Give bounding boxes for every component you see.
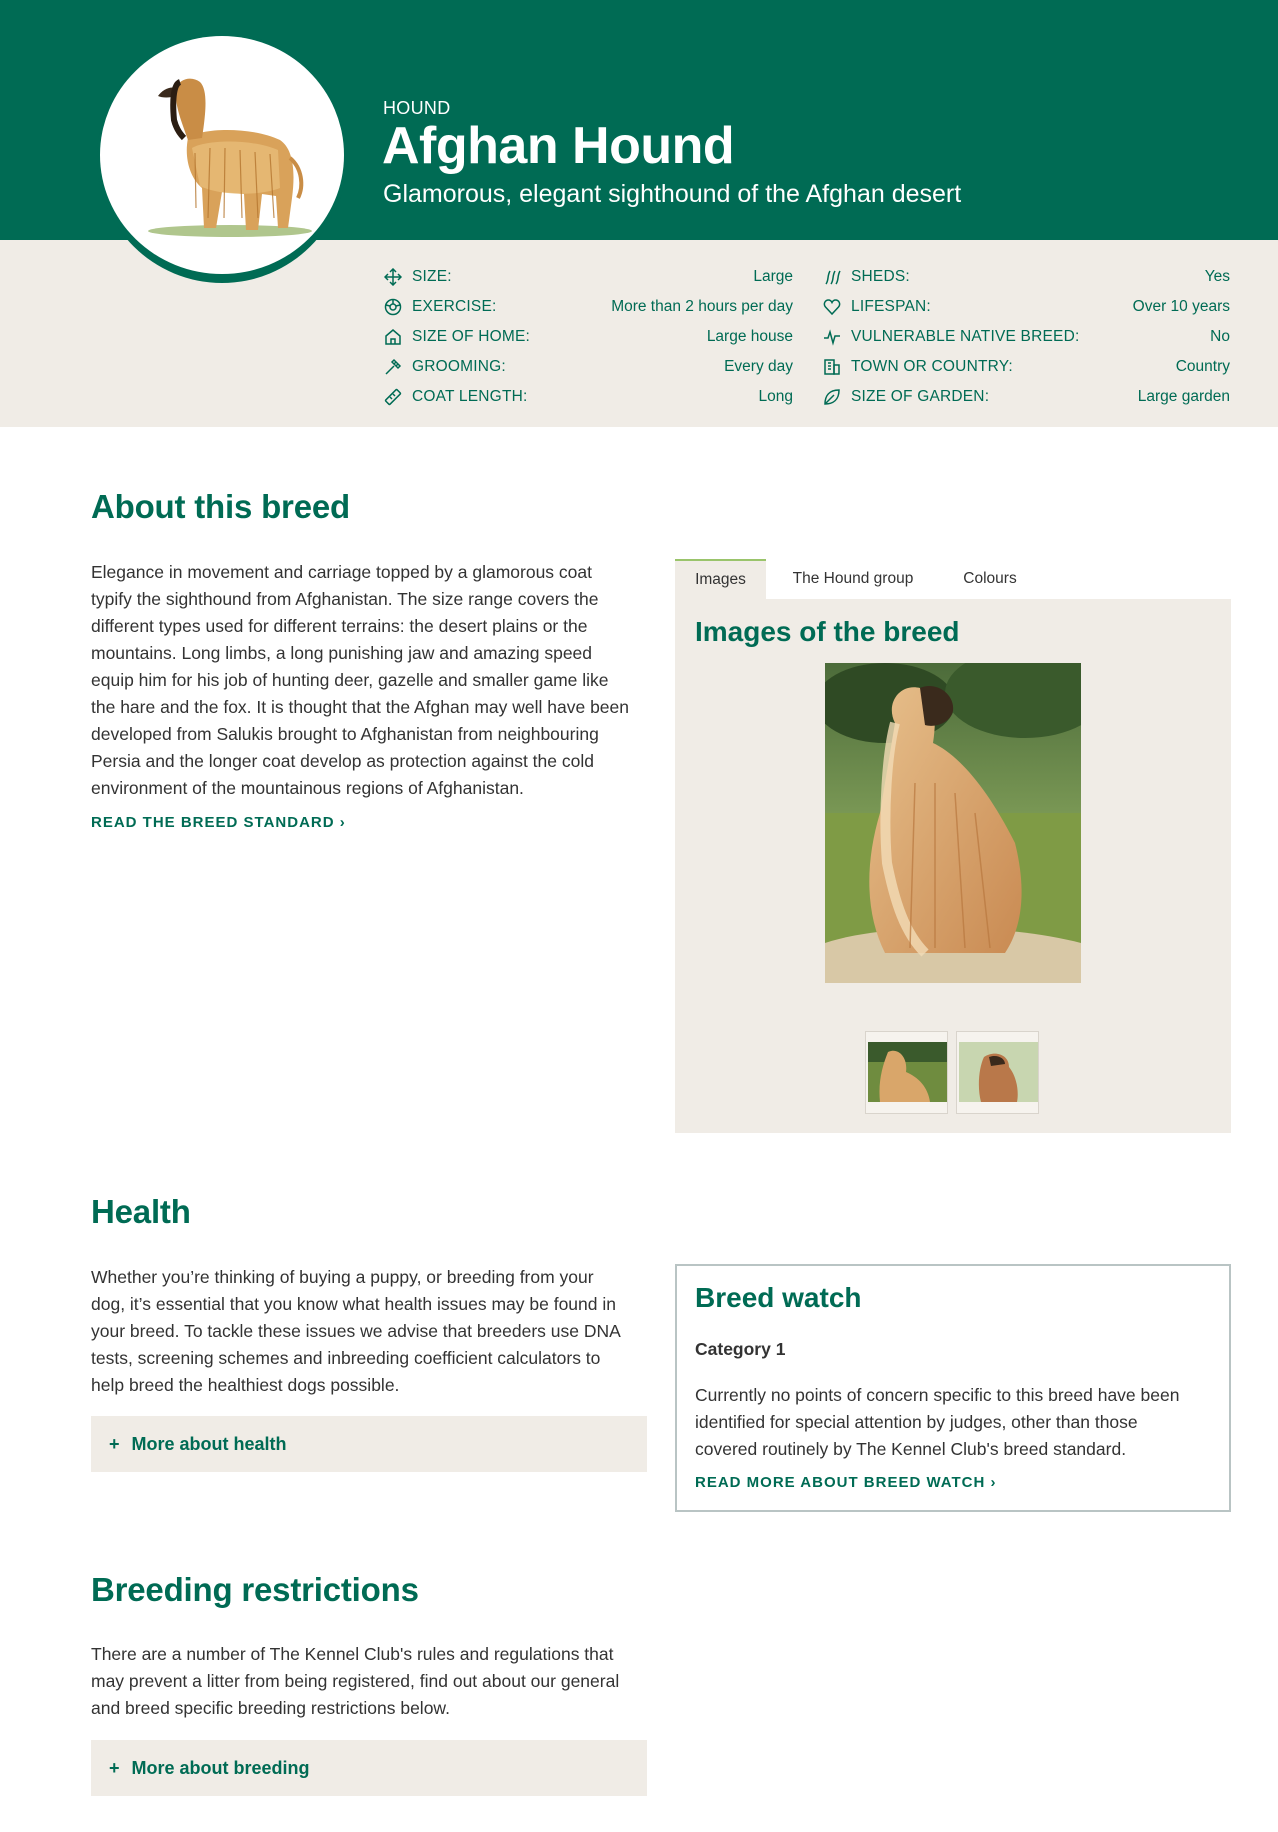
fact-lifespan [822,292,1230,322]
plus-icon: + [109,1433,120,1454]
fact-label: SHEDS: [851,268,910,285]
about-line: the hare and the fox. It is thought that the Afghan may well have been [91,697,630,717]
breed-watch-line: identified for special attention by judges, other than those [695,1412,1138,1432]
breed-watch-title: Breed watch [695,1282,862,1313]
read-breed-standard-link[interactable]: READ THE BREED STANDARD › [91,814,346,831]
fact-value: Every day [724,358,793,375]
images-title: Images of the breed [695,616,960,647]
building-icon [822,357,842,377]
grooming-brush-icon [383,357,403,377]
breeding-heading: Breeding restrictions [91,1571,419,1608]
about-line: Persia and the longer coat develop as protection against the cold [91,751,594,771]
breed-thumbnail-2[interactable] [956,1031,1039,1114]
ruler-icon [383,387,403,407]
fact-label: SIZE OF GARDEN: [851,388,990,405]
fact-value: Large garden [1137,388,1230,405]
about-line: developed from Salukis brought to Afghanistan from neighbouring [91,724,599,744]
health-line: help breed the healthiest dogs possible. [91,1375,400,1395]
breed-watch-line: covered routinely by The Kennel Club's breed standard. [695,1439,1127,1459]
plus-icon: + [109,1757,120,1778]
heart-icon [822,297,842,317]
health-heading: Health [91,1193,191,1230]
health-line: Whether you’re thinking of buying a puppy, or breeding from your [91,1267,594,1287]
fact-sheds [822,262,1230,292]
read-more-breed-watch-link[interactable]: READ MORE ABOUT BREED WATCH › [695,1474,997,1491]
more-about-breeding-label: More about breeding [131,1757,310,1778]
fact-coat-length [383,382,793,412]
fact-vulnerable-native-breed [822,322,1230,352]
gallery-tabs [675,559,1231,599]
about-line: equip him for his job of hunting deer, gazelle and smaller game like [91,670,609,690]
about-heading: About this breed [91,488,350,525]
fact-value: More than 2 hours per day [611,298,793,315]
health-line: tests, screening schemes and inbreeding coefficient calculators to [91,1348,601,1368]
fact-grooming [383,352,793,382]
fact-value: Over 10 years [1132,298,1230,315]
breeding-line: and breed specific breeding restrictions below. [91,1698,450,1718]
fact-size-of-home [383,322,793,352]
fact-label: TOWN OR COUNTRY: [851,358,1013,375]
fact-value: Large [753,268,793,285]
images-panel [675,599,1231,1133]
health-line: your breed. To tackle these issues we advise that breeders use DNA [91,1321,621,1341]
breeding-text [91,1641,651,1722]
more-about-breeding-toggle[interactable] [91,1740,647,1796]
breed-facts-right [822,262,1230,412]
breed-illustration [100,36,344,274]
fact-value: No [1210,328,1230,345]
fact-town-or-country [822,352,1230,382]
fact-label: VULNERABLE NATIVE BREED: [851,328,1080,345]
fact-label: COAT LENGTH: [412,388,528,405]
breed-main-photo[interactable] [825,663,1081,983]
sheds-icon [822,267,842,287]
health-line: dog, it’s essential that you know what health issues may be found in [91,1294,616,1314]
fact-size [383,262,793,292]
about-line: environment of the mountainous regions of Afghanistan. [91,778,524,798]
fact-label: EXERCISE: [412,298,497,315]
breeding-line: may prevent a litter from being registered, find out about our general [91,1671,620,1691]
pulse-icon [822,327,842,347]
breed-group-label: HOUND [383,98,451,118]
size-arrows-icon [383,267,403,287]
about-line: typify the sighthound from Afghanistan. The size range covers the [91,589,599,609]
health-text [91,1264,651,1399]
fact-label: SIZE: [412,268,452,285]
breed-watch-category: Category 1 [695,1339,786,1359]
fact-size-of-garden [822,382,1230,412]
tab-images[interactable]: Images [675,559,766,599]
breed-thumbnail-1[interactable] [865,1031,948,1114]
breed-watch-line: Currently no points of concern specific to this breed have been [695,1385,1180,1405]
breed-watch-card [675,1264,1231,1512]
about-text [91,559,651,802]
fact-label: LIFESPAN: [851,298,931,315]
fact-value: Yes [1204,268,1230,285]
breed-avatar [97,33,347,283]
exercise-icon [383,297,403,317]
tab-hound-group[interactable]: The Hound group [792,570,914,587]
fact-value: Country [1175,358,1230,375]
fact-label: SIZE OF HOME: [412,328,530,345]
breed-watch-text [695,1382,1215,1463]
fact-label: GROOMING: [412,358,506,375]
page-title: Afghan Hound [382,117,735,175]
page-subtitle: Glamorous, elegant sighthound of the Afghan desert [383,180,962,208]
fact-value: Long [758,388,793,405]
about-line: Elegance in movement and carriage topped by a glamorous coat [91,562,592,582]
fact-value: Large house [706,328,793,345]
fact-exercise [383,292,793,322]
leaf-icon [822,387,842,407]
more-about-health-toggle[interactable] [91,1416,647,1472]
about-line: mountains. Long limbs, a long punishing jaw and amazing speed [91,643,593,663]
home-icon [383,327,403,347]
breed-facts-left [383,262,793,412]
breeding-line: There are a number of The Kennel Club's rules and regulations that [91,1644,614,1664]
more-about-health-label: More about health [131,1433,287,1454]
about-line: different types used for different terrains: the desert plains or the [91,616,588,636]
tab-colours[interactable]: Colours [963,570,1017,587]
